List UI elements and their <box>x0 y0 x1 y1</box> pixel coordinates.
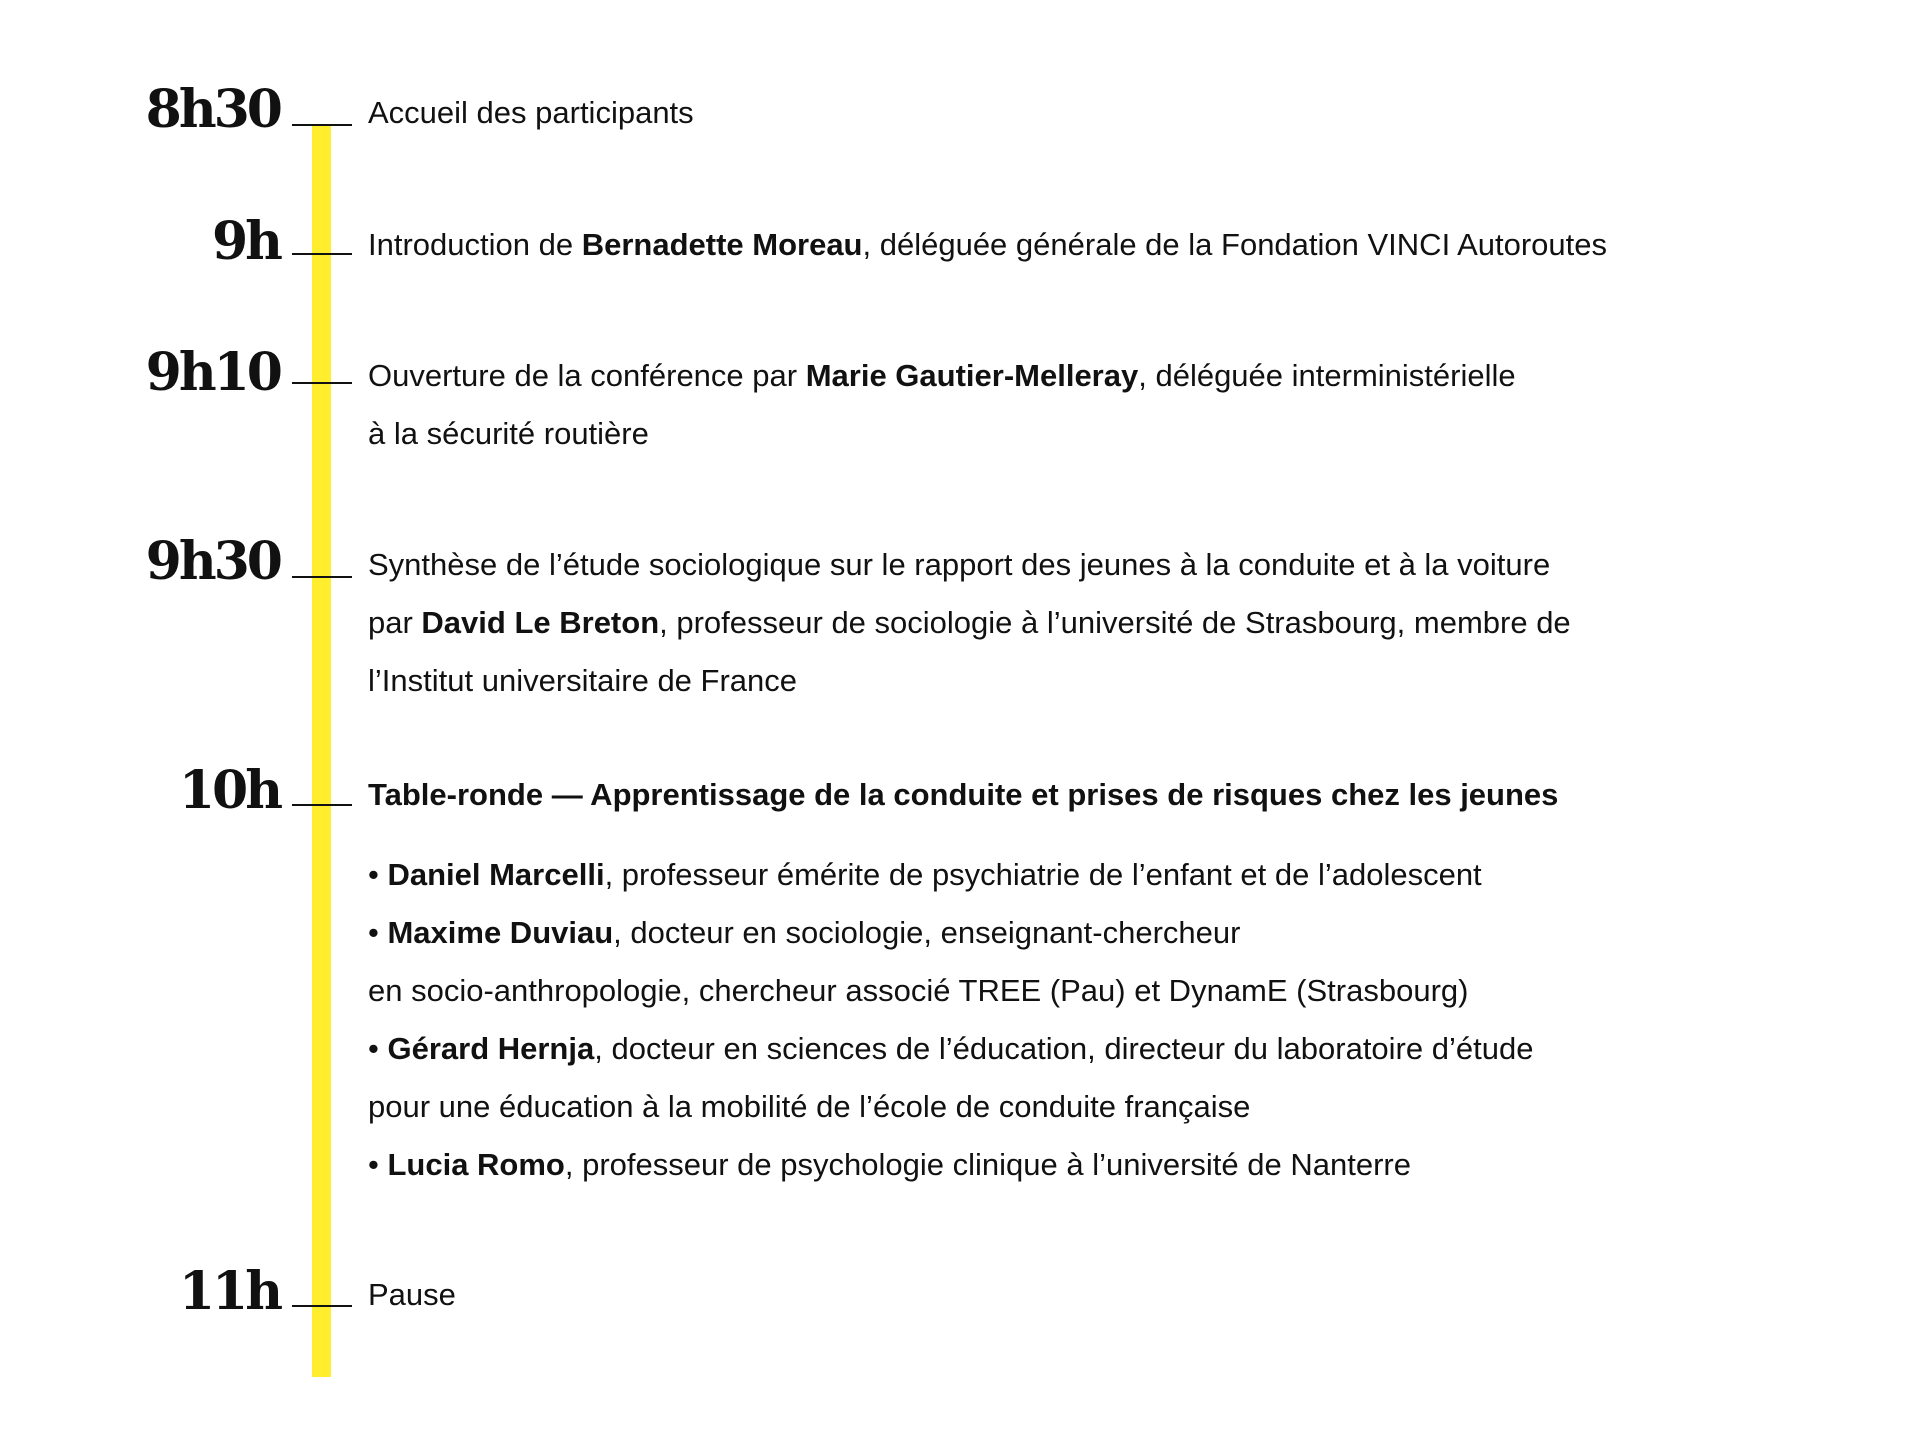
list-item: • Lucia Romo, professeur de psychologie clinique à l’université de Nanterre <box>368 1147 1411 1182</box>
list-item: • Gérard Hernja, docteur en sciences de l’éducation, directeur du laboratoire d’étude <box>368 1031 1534 1066</box>
timeline-tick <box>292 382 352 384</box>
entry-line: Ouverture de la conférence par Marie Gautier-Melleray, déléguée interministérielle <box>368 358 1516 393</box>
time-label-1000: 10h <box>178 760 280 821</box>
entry-line: Pause <box>368 1277 456 1312</box>
speaker-list <box>368 846 1848 1194</box>
entry-line: par David Le Breton, professeur de sociologie à l’université de Strasbourg, membre de <box>368 605 1571 640</box>
timeline-bar <box>312 124 331 1377</box>
round-table-title: Table-ronde — Apprentissage de la conduite et prises de risques chez les jeunes <box>368 777 1559 812</box>
timeline-tick <box>292 1305 352 1307</box>
speaker-name: David Le Breton <box>421 605 660 640</box>
time-label-0930: 9h30 <box>145 531 280 592</box>
timeline-tick <box>292 576 352 578</box>
schedule-entry-0830 <box>368 84 1848 142</box>
speaker-name: Daniel Marcelli <box>387 857 605 892</box>
timeline-tick <box>292 804 352 806</box>
speaker-name: Bernadette Moreau <box>581 227 863 262</box>
schedule-entry-0900 <box>368 216 1848 274</box>
list-item: • Daniel Marcelli, professeur émérite de psychiatrie de l’enfant et de l’adolescent <box>368 857 1482 892</box>
speaker-name: Marie Gautier-Melleray <box>805 358 1139 393</box>
schedule-entry-1100 <box>368 1266 1848 1324</box>
entry-line: Accueil des participants <box>368 95 694 130</box>
list-item-continuation: en socio-anthropologie, chercheur associé TREE (Pau) et DynamE (Strasbourg) <box>368 973 1469 1008</box>
speaker-name: Gérard Hernja <box>387 1031 595 1066</box>
time-label-0830: 8h30 <box>145 79 280 140</box>
schedule-entry-0910 <box>368 347 1848 463</box>
speaker-name: Maxime Duviau <box>387 915 614 950</box>
time-label-1100: 11h <box>178 1261 280 1322</box>
time-label-0900: 9h <box>212 211 280 272</box>
speaker-name: Lucia Romo <box>387 1147 565 1182</box>
entry-line: Synthèse de l’étude sociologique sur le rapport des jeunes à la conduite et à la voiture <box>368 547 1551 582</box>
timeline-tick <box>292 124 352 126</box>
schedule-entry-1000 <box>368 766 1848 1194</box>
entry-line: l’Institut universitaire de France <box>368 663 798 698</box>
timeline-tick <box>292 253 352 255</box>
time-label-0910: 9h10 <box>145 342 280 403</box>
entry-line: à la sécurité routière <box>368 416 649 451</box>
schedule-entry-0930 <box>368 536 1848 710</box>
list-item: • Maxime Duviau, docteur en sociologie, enseignant-chercheur <box>368 915 1241 950</box>
entry-line: Introduction de Bernadette Moreau, déléguée générale de la Fondation VINCI Autoroutes <box>368 227 1608 262</box>
list-item-continuation: pour une éducation à la mobilité de l’école de conduite française <box>368 1089 1251 1124</box>
